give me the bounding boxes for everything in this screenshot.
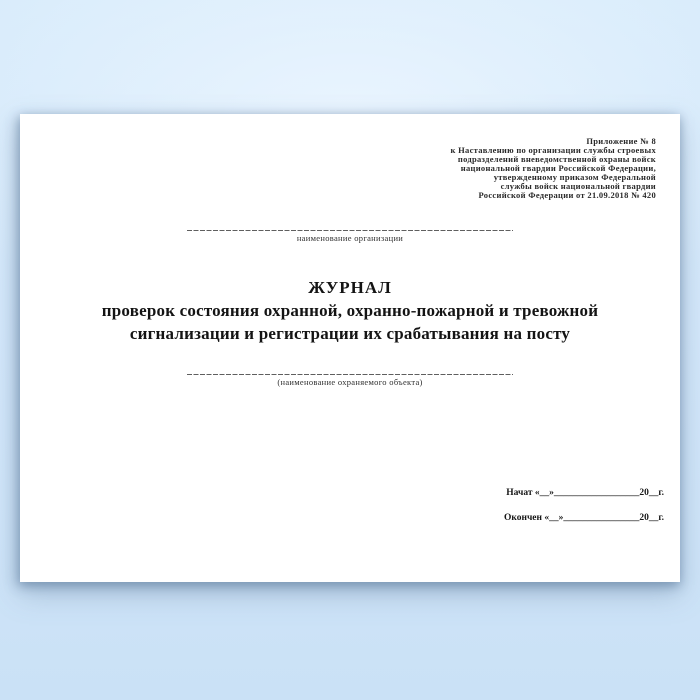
protected-object-blank-line [187,374,513,375]
date-finished-line: Окончен «__»________________20__г. [503,513,664,523]
journal-title-subline: сигнализации и регистрации их срабатывания на посту [129,324,571,343]
appendix-reference-block [451,137,656,200]
organization-field-caption: наименование организации [296,233,404,243]
protected-object-field-caption: (наименование охраняемого объекта) [277,377,423,387]
organization-blank-line [187,230,513,231]
appendix-line: Приложение № 8 [586,136,656,146]
appendix-line: службы войск национальной гвардии [500,181,656,191]
journal-title-subline: проверок состояния охранной, охранно-пожарной и тревожной [101,301,599,320]
journal-cover-page [20,114,680,582]
organization-field [20,230,680,243]
protected-object-field [20,374,680,387]
appendix-line: утвержденному приказом Федеральной [493,172,656,182]
appendix-line: подразделений вневедомственной охраны войск [457,154,656,164]
journal-dates-block [504,488,664,523]
appendix-line: к Наставлению по организации службы строевых [450,145,656,155]
appendix-line: Российской Федерации от 21.09.2018 № 420 [478,190,656,200]
journal-title-word: ЖУРНАЛ [308,278,392,297]
date-started-line: Начат «__»__________________20__г. [506,488,664,498]
journal-title [20,276,680,345]
appendix-line: национальной гвардии Российской Федерации, [460,163,656,173]
